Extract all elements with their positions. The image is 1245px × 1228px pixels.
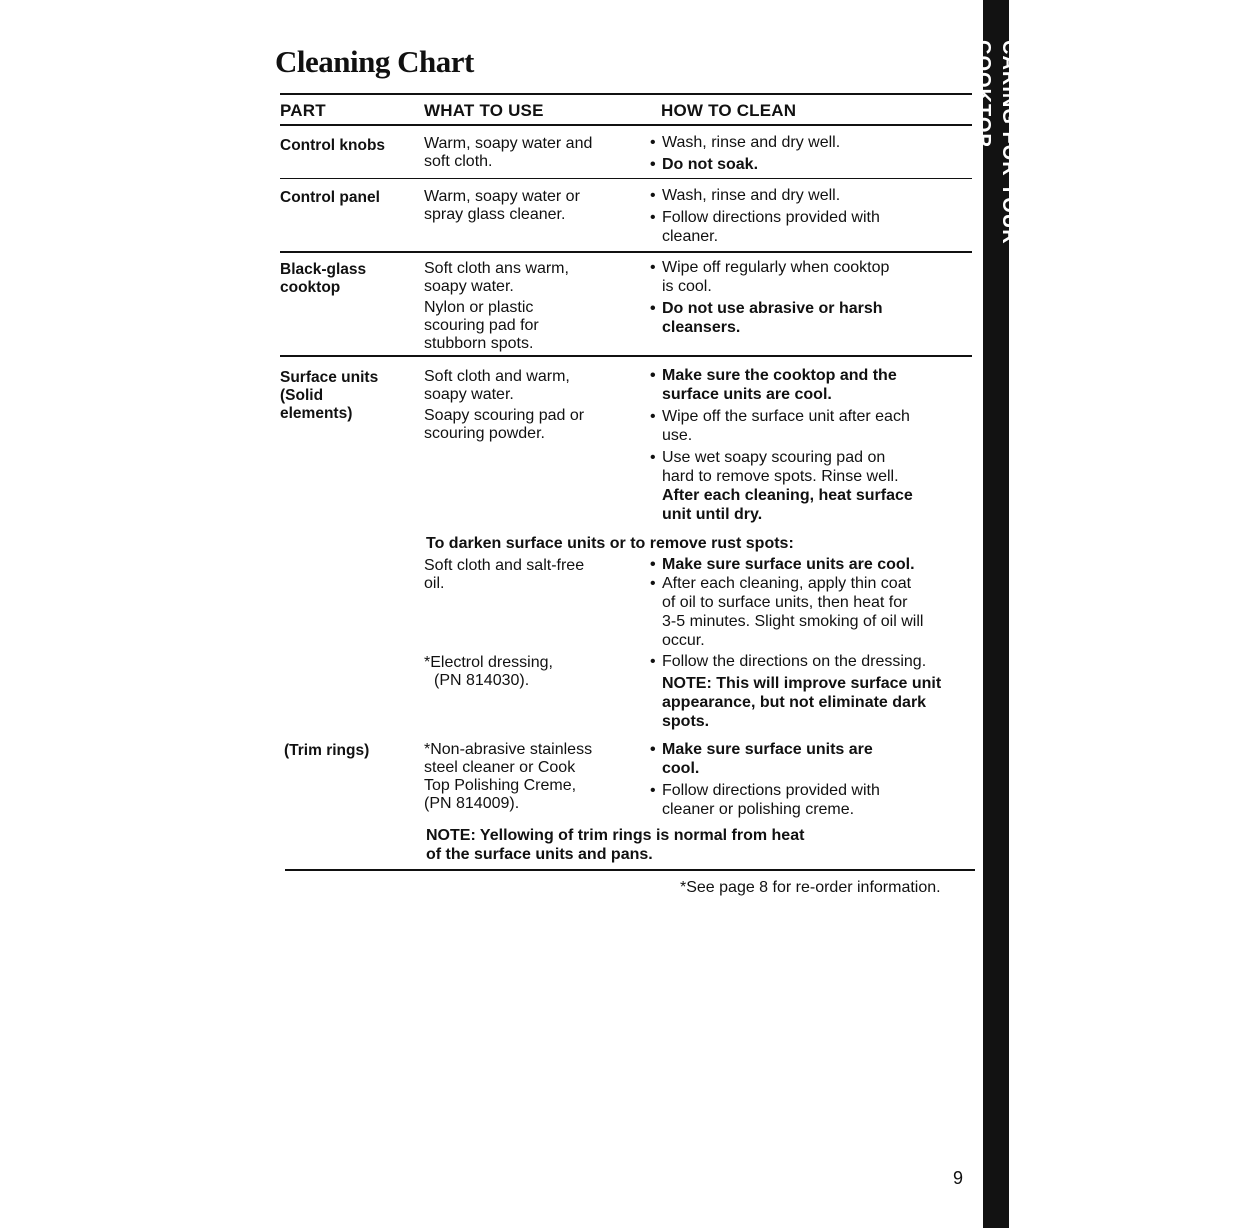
use-line: stubborn spots. bbox=[424, 335, 534, 352]
row-rule bbox=[280, 355, 972, 357]
instruction-note: spots. bbox=[662, 713, 710, 730]
row-rule bbox=[280, 251, 972, 253]
part-line: cooktop bbox=[280, 279, 341, 296]
instruction-item: • Wipe off regularly when cooktop bbox=[650, 258, 960, 277]
row-rule bbox=[280, 178, 972, 179]
page-number: 9 bbox=[953, 1168, 964, 1188]
instruction-note: unit until dry. bbox=[662, 506, 763, 523]
how-black-glass-cooktop bbox=[650, 258, 960, 337]
instruction-item: • After each cleaning, apply thin coat bbox=[650, 574, 960, 593]
column-header-how-to-clean: HOW TO CLEAN bbox=[661, 101, 797, 120]
table-top-rule bbox=[280, 93, 972, 95]
instruction-note: appearance, but not eliminate dark bbox=[662, 694, 927, 711]
instruction-continuation: occur. bbox=[662, 632, 705, 649]
instruction-note: NOTE: This will improve surface unit bbox=[662, 675, 942, 692]
instruction-item: • Make sure the cooktop and the bbox=[650, 366, 960, 385]
use-line: soft cloth. bbox=[424, 153, 493, 170]
instruction-item: • Wash, rinse and dry well. bbox=[650, 133, 960, 152]
how-control-panel bbox=[650, 186, 960, 246]
use-line: Soft cloth ans warm, bbox=[424, 260, 569, 277]
part-line: elements) bbox=[280, 405, 353, 422]
part-surface-units bbox=[280, 369, 410, 423]
instruction-continuation: is cool. bbox=[662, 278, 712, 295]
use-trim-rings bbox=[424, 741, 639, 813]
instruction-continuation: use. bbox=[662, 427, 693, 444]
instruction-item: • Follow directions provided with bbox=[650, 208, 960, 227]
how-surface-units bbox=[650, 366, 960, 524]
use-line: (PN 814030). bbox=[434, 672, 530, 689]
page-title: Cleaning Chart bbox=[275, 44, 474, 79]
instruction-item: • Follow directions provided with bbox=[650, 781, 960, 800]
instruction-item: • Do not soak. bbox=[650, 155, 960, 174]
instruction-continuation: hard to remove spots. Rinse well. bbox=[662, 468, 899, 485]
instruction-continuation: cleaner. bbox=[662, 228, 719, 245]
use-line: Warm, soapy water or bbox=[424, 188, 580, 205]
instruction-continuation: cleaner or polishing creme. bbox=[662, 801, 855, 818]
use-line: Nylon or plastic bbox=[424, 299, 534, 316]
reorder-footnote: *See page 8 for re-order information. bbox=[680, 879, 941, 896]
instruction-continuation: cleansers. bbox=[662, 319, 741, 336]
use-salt-free-oil bbox=[424, 557, 639, 593]
use-line: Soft cloth and salt-free bbox=[424, 557, 585, 574]
use-line: *Non-abrasive stainless bbox=[424, 741, 593, 758]
column-header-what-to-use: WHAT TO USE bbox=[424, 101, 544, 120]
use-line: steel cleaner or Cook bbox=[424, 759, 576, 776]
use-control-panel bbox=[424, 188, 639, 224]
trim-rings-note bbox=[426, 826, 966, 864]
part-black-glass-cooktop bbox=[280, 261, 410, 297]
use-line: Top Polishing Creme, bbox=[424, 777, 577, 794]
part-line: Surface units bbox=[280, 369, 379, 386]
instruction-item: • Wipe off the surface unit after each bbox=[650, 407, 960, 426]
use-line: Soapy scouring pad or bbox=[424, 407, 585, 424]
how-salt-free-oil bbox=[650, 555, 960, 650]
use-line: oil. bbox=[424, 575, 445, 592]
use-line: soapy water. bbox=[424, 386, 514, 403]
header-rule bbox=[280, 124, 972, 126]
how-electrol-dressing bbox=[650, 652, 960, 731]
use-line: *Electrol dressing, bbox=[424, 654, 553, 671]
note-line: of the surface units and pans. bbox=[426, 846, 653, 863]
table-bottom-rule bbox=[285, 869, 975, 871]
use-electrol-dressing bbox=[424, 654, 639, 690]
instruction-item: • Make sure surface units are bbox=[650, 740, 960, 759]
rust-spots-heading: To darken surface units or to remove rust spots: bbox=[426, 535, 794, 552]
instruction-continuation: cool. bbox=[662, 760, 700, 777]
instruction-continuation: 3-5 minutes. Slight smoking of oil will bbox=[662, 613, 924, 630]
use-line: Soft cloth and warm, bbox=[424, 368, 570, 385]
use-line: (PN 814009). bbox=[424, 795, 520, 812]
instruction-continuation: of oil to surface units, then heat for bbox=[662, 594, 908, 611]
use-line: scouring pad for bbox=[424, 317, 539, 334]
part-line: Black-glass bbox=[280, 261, 367, 278]
use-line: Warm, soapy water and bbox=[424, 135, 593, 152]
instruction-item: • Make sure surface units are cool. bbox=[650, 555, 960, 574]
column-header-part: PART bbox=[280, 101, 326, 120]
part-control-knobs: Control knobs bbox=[280, 137, 386, 154]
how-control-knobs bbox=[650, 133, 960, 174]
instruction-note: After each cleaning, heat surface bbox=[662, 487, 913, 504]
part-line: (Solid bbox=[280, 387, 324, 404]
part-trim-rings: (Trim rings) bbox=[284, 742, 370, 759]
use-line: soapy water. bbox=[424, 278, 514, 295]
how-trim-rings bbox=[650, 740, 960, 819]
instruction-item: • Use wet soapy scouring pad on bbox=[650, 448, 960, 467]
use-control-knobs bbox=[424, 135, 639, 171]
use-surface-units bbox=[424, 368, 639, 443]
note-line: NOTE: Yellowing of trim rings is normal from heat bbox=[426, 827, 805, 844]
instruction-item: • Follow the directions on the dressing. bbox=[650, 652, 960, 671]
side-tab-label: CARING FOR YOUR COOKTOP bbox=[972, 40, 1020, 245]
use-line: spray glass cleaner. bbox=[424, 206, 566, 223]
instruction-continuation: surface units are cool. bbox=[662, 386, 832, 403]
part-control-panel: Control panel bbox=[280, 189, 380, 206]
instruction-item: • Wash, rinse and dry well. bbox=[650, 186, 960, 205]
use-line: scouring powder. bbox=[424, 425, 545, 442]
use-black-glass-cooktop bbox=[424, 260, 639, 353]
instruction-item: • Do not use abrasive or harsh bbox=[650, 299, 960, 318]
